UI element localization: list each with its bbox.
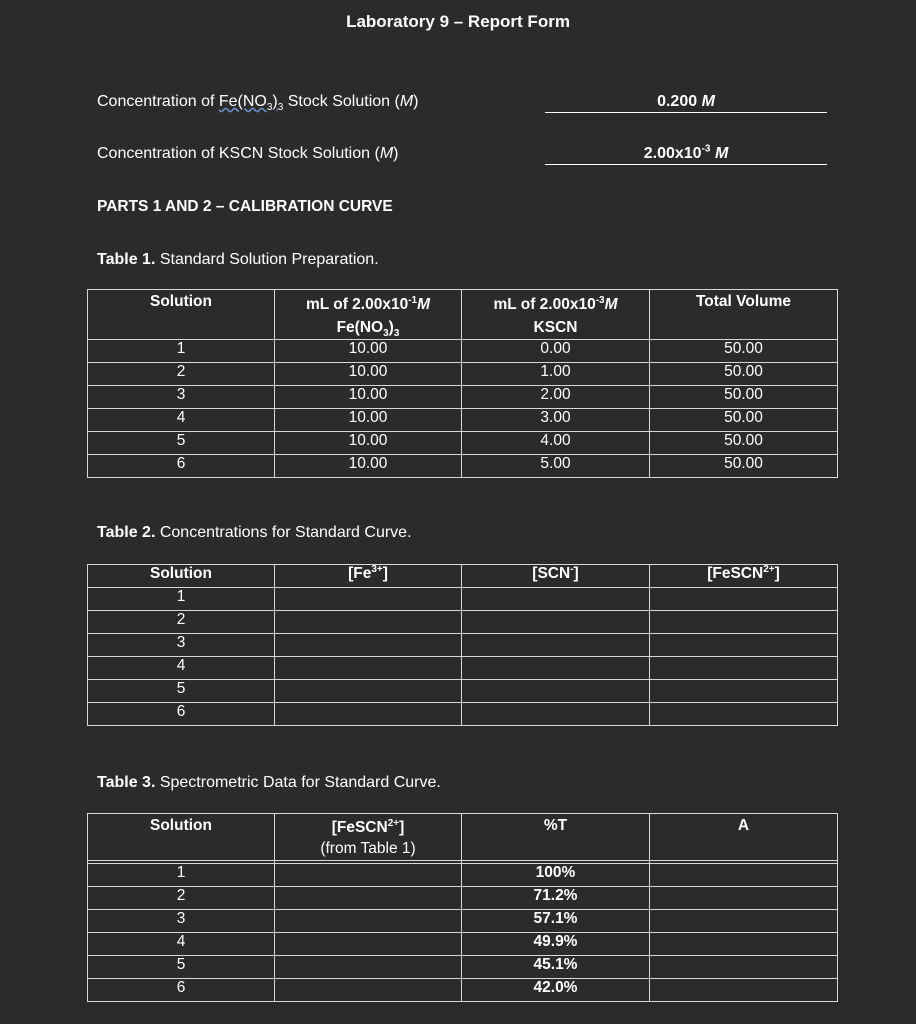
scn-volume-cell: 5.00 xyxy=(462,455,650,478)
header-text: ] xyxy=(774,565,780,582)
unit: M xyxy=(604,296,618,313)
table-row xyxy=(88,409,838,432)
table3-body xyxy=(88,861,838,1002)
scn-volume-cell: 3.00 xyxy=(462,409,650,432)
fe-concentration-cell[interactable] xyxy=(275,611,462,634)
header-text: mL of 2.00x10 xyxy=(305,296,409,313)
header-text: KSCN xyxy=(533,319,578,336)
scn-concentration-cell[interactable] xyxy=(462,680,650,703)
absorbance-cell[interactable] xyxy=(650,864,838,887)
header-solution: Solution xyxy=(88,565,275,588)
header-text: Fe(NO xyxy=(336,319,384,336)
table-row xyxy=(88,634,838,657)
scn-concentration-cell[interactable] xyxy=(462,611,650,634)
table-row xyxy=(88,340,838,363)
superscript: 2+ xyxy=(763,563,775,575)
exponent: -1 xyxy=(408,294,418,306)
table-header-row xyxy=(88,565,838,588)
percent-transmittance-cell: 100% xyxy=(462,864,650,887)
fe-concentration-cell[interactable] xyxy=(275,680,462,703)
table2-caption xyxy=(97,524,412,542)
absorbance-cell[interactable] xyxy=(650,979,838,1002)
table1-body xyxy=(88,340,838,478)
fe-volume-cell: 10.00 xyxy=(275,340,462,363)
fe-volume-cell: 10.00 xyxy=(275,409,462,432)
unit: M xyxy=(417,296,431,313)
fe-stock-label xyxy=(97,93,419,114)
header-text: ] xyxy=(573,565,579,582)
page-title: Laboratory 9 – Report Form xyxy=(346,12,570,31)
header-fe-volume xyxy=(275,290,462,340)
kscn-stock-label xyxy=(97,145,398,163)
section-heading: PARTS 1 AND 2 – CALIBRATION CURVE xyxy=(97,198,393,215)
header-solution: Solution xyxy=(88,814,275,861)
exponent: -3 xyxy=(595,294,605,306)
header-percent-transmittance: %T xyxy=(462,814,650,861)
total-volume-cell: 50.00 xyxy=(650,386,838,409)
header-scn-volume xyxy=(462,290,650,340)
solution-cell: 5 xyxy=(88,432,275,455)
header-text: ) xyxy=(388,319,394,336)
fe-volume-cell: 10.00 xyxy=(275,455,462,478)
table-header-row xyxy=(88,290,838,340)
scn-concentration-cell[interactable] xyxy=(462,634,650,657)
solution-cell: 4 xyxy=(88,409,275,432)
scn-concentration-cell[interactable] xyxy=(462,657,650,680)
scn-volume-cell: 0.00 xyxy=(462,340,650,363)
solution-cell: 5 xyxy=(88,680,275,703)
percent-transmittance-cell: 49.9% xyxy=(462,933,650,956)
solution-cell: 2 xyxy=(88,363,275,386)
table-row xyxy=(88,588,838,611)
total-volume-cell: 50.00 xyxy=(650,455,838,478)
table-row xyxy=(88,363,838,386)
absorbance-cell[interactable] xyxy=(650,887,838,910)
solution-cell: 2 xyxy=(88,611,275,634)
total-volume-cell: 50.00 xyxy=(650,340,838,363)
table3-caption xyxy=(97,774,441,792)
fe-concentration-cell[interactable] xyxy=(275,634,462,657)
scn-volume-cell: 4.00 xyxy=(462,432,650,455)
table-row xyxy=(88,386,838,409)
solution-cell: 1 xyxy=(88,340,275,363)
percent-transmittance-cell: 57.1% xyxy=(462,910,650,933)
superscript: 2+ xyxy=(387,817,400,829)
solution-cell: 6 xyxy=(88,979,275,1002)
label-text: ) xyxy=(413,93,419,110)
exponent: -3 xyxy=(701,143,711,155)
solution-cell: 3 xyxy=(88,386,275,409)
table-row xyxy=(88,680,838,703)
fescn-concentration-cell[interactable] xyxy=(275,933,462,956)
fescn-concentration-cell[interactable] xyxy=(275,887,462,910)
header-scn-concentration xyxy=(462,565,650,588)
total-volume-cell: 50.00 xyxy=(650,409,838,432)
label-text: ) xyxy=(272,93,278,110)
unit: M xyxy=(714,145,729,162)
label-text: ) xyxy=(393,145,399,162)
fe-volume-cell: 10.00 xyxy=(275,432,462,455)
header-fe-concentration xyxy=(275,565,462,588)
fescn-concentration-cell[interactable] xyxy=(650,703,838,726)
scn-concentration-cell[interactable] xyxy=(462,703,650,726)
unit: M xyxy=(701,93,715,110)
table-row xyxy=(88,864,838,887)
fe-concentration-cell[interactable] xyxy=(275,657,462,680)
table-row xyxy=(88,611,838,634)
header-text: [SCN xyxy=(532,565,571,582)
header-absorbance: A xyxy=(650,814,838,861)
table-row xyxy=(88,956,838,979)
percent-transmittance-cell: 45.1% xyxy=(462,956,650,979)
spectrometric-table xyxy=(87,813,838,1002)
fescn-concentration-cell[interactable] xyxy=(650,634,838,657)
fescn-concentration-cell[interactable] xyxy=(650,680,838,703)
superscript: 3+ xyxy=(371,563,383,575)
table-header-row xyxy=(88,814,838,861)
solution-cell: 6 xyxy=(88,703,275,726)
fescn-concentration-cell[interactable] xyxy=(275,910,462,933)
absorbance-cell[interactable] xyxy=(650,933,838,956)
solution-cell: 3 xyxy=(88,910,275,933)
scn-volume-cell: 2.00 xyxy=(462,386,650,409)
label-text: Concentration of xyxy=(97,93,219,110)
table-row xyxy=(88,887,838,910)
percent-transmittance-cell: 42.0% xyxy=(462,979,650,1002)
table-row xyxy=(88,432,838,455)
fescn-concentration-cell[interactable] xyxy=(650,588,838,611)
standard-solution-table xyxy=(87,289,838,478)
absorbance-cell[interactable] xyxy=(650,956,838,979)
caption-label: Table 2. xyxy=(97,524,156,541)
fe-concentration-cell[interactable] xyxy=(275,588,462,611)
fescn-concentration-cell[interactable] xyxy=(275,864,462,887)
solution-cell: 3 xyxy=(88,634,275,657)
unit: M xyxy=(379,145,394,162)
header-text: ] xyxy=(382,565,388,582)
header-text: mL of 2.00x10 xyxy=(493,296,596,313)
fescn-concentration-cell[interactable] xyxy=(650,657,838,680)
solution-cell: 4 xyxy=(88,933,275,956)
caption-label: Table 3. xyxy=(97,774,156,791)
table-row xyxy=(88,910,838,933)
subscript: 3 xyxy=(266,102,273,114)
superscript: - xyxy=(570,563,574,575)
header-text: [FeSCN xyxy=(331,819,388,836)
subscript: 3 xyxy=(383,328,389,340)
fe-formula xyxy=(218,93,278,114)
label-text: Stock Solution ( xyxy=(283,93,400,110)
caption-text: Spectrometric Data for Standard Curve. xyxy=(155,774,441,791)
concentration-table xyxy=(87,564,838,726)
value: 2.00x10 xyxy=(643,145,702,162)
absorbance-cell[interactable] xyxy=(650,910,838,933)
fe-stock-value-field[interactable] xyxy=(545,92,827,113)
caption-label: Table 1. xyxy=(97,251,156,268)
table-row xyxy=(88,703,838,726)
header-fescn-concentration xyxy=(650,565,838,588)
header-solution: Solution xyxy=(88,290,275,340)
fe-volume-cell: 10.00 xyxy=(275,386,462,409)
scn-volume-cell: 1.00 xyxy=(462,363,650,386)
header-note: (from Table 1) xyxy=(320,840,416,857)
solution-cell: 5 xyxy=(88,956,275,979)
total-volume-cell: 50.00 xyxy=(650,363,838,386)
header-total-volume: Total Volume xyxy=(650,290,838,340)
solution-cell: 1 xyxy=(88,588,275,611)
fescn-concentration-cell[interactable] xyxy=(650,611,838,634)
header-text: [FeSCN xyxy=(707,565,764,582)
table-row xyxy=(88,933,838,956)
percent-transmittance-cell: 71.2% xyxy=(462,887,650,910)
total-volume-cell: 50.00 xyxy=(650,432,838,455)
solution-cell: 6 xyxy=(88,455,275,478)
subscript: 3 xyxy=(277,102,284,114)
caption-text: Concentrations for Standard Curve. xyxy=(155,524,412,541)
header-fescn-concentration xyxy=(275,814,462,861)
scn-concentration-cell[interactable] xyxy=(462,588,650,611)
kscn-stock-value-field[interactable] xyxy=(545,144,827,165)
fescn-concentration-cell[interactable] xyxy=(275,979,462,1002)
label-text: Concentration of KSCN Stock Solution ( xyxy=(97,145,380,162)
solution-cell: 1 xyxy=(88,864,275,887)
header-text: [Fe xyxy=(348,565,372,582)
value: 0.200 xyxy=(657,93,698,110)
header-text: ] xyxy=(399,819,405,836)
table1-caption xyxy=(97,251,379,269)
fescn-concentration-cell[interactable] xyxy=(275,956,462,979)
label-text: Fe(NO xyxy=(218,93,267,110)
caption-text: Standard Solution Preparation. xyxy=(155,251,379,268)
table-row xyxy=(88,455,838,478)
solution-cell: 2 xyxy=(88,887,275,910)
fe-concentration-cell[interactable] xyxy=(275,703,462,726)
fe-volume-cell: 10.00 xyxy=(275,363,462,386)
unit: M xyxy=(399,93,414,110)
solution-cell: 4 xyxy=(88,657,275,680)
subscript: 3 xyxy=(393,328,400,340)
table2-body xyxy=(88,588,838,726)
table-row xyxy=(88,979,838,1002)
table-row xyxy=(88,657,838,680)
